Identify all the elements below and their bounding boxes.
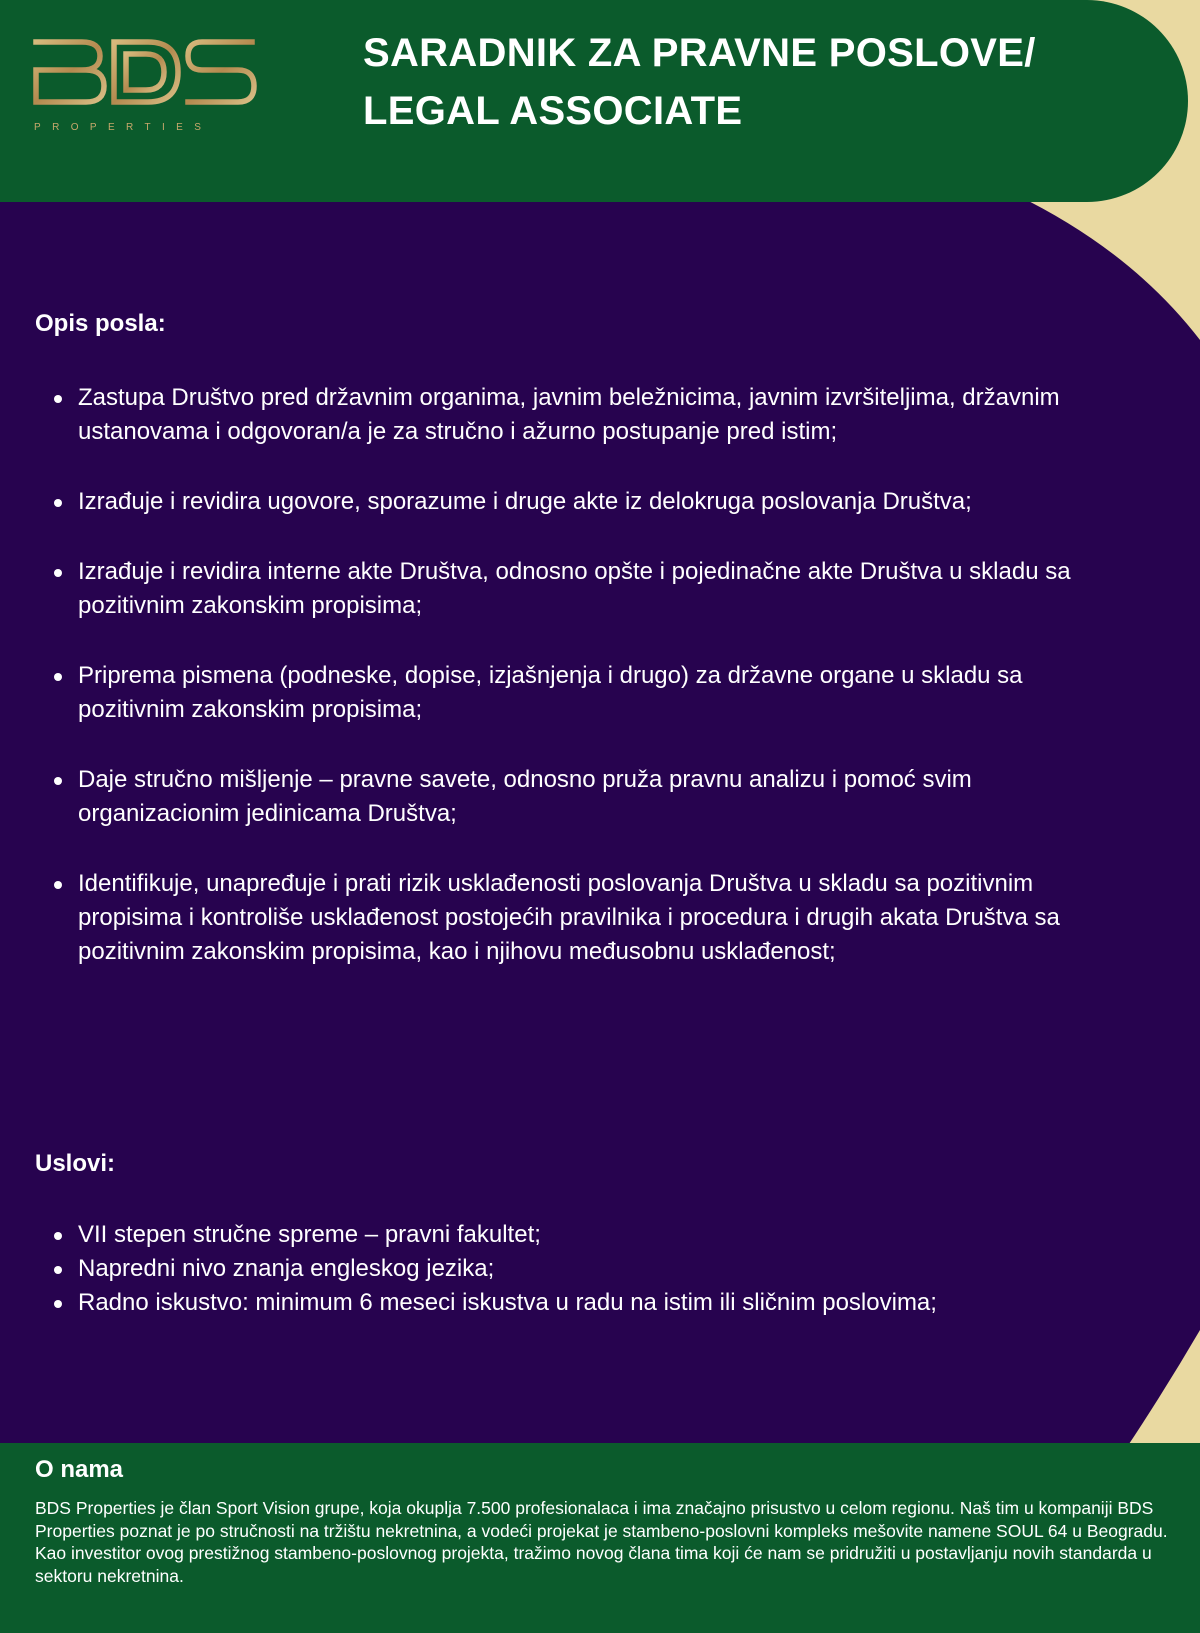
requirements-list <box>35 1218 1135 1320</box>
list-item: VII stepen stručne spreme – pravni fakultet; <box>35 1218 1135 1252</box>
list-item: Zastupa Društvo pred državnim organima, javnim beležnicima, javnim izvršiteljima, državnim ustanovama i odgovoran/a je za stručno i ažurno postupanje pred istim; <box>35 381 1135 449</box>
about-footer <box>0 1443 1200 1633</box>
list-item: Priprema pismena (podneske, dopise, izjašnjenja i drugo) za državne organe u skladu sa pozitivnim zakonskim propisima; <box>35 659 1135 727</box>
about-heading: O nama <box>35 1456 124 1483</box>
list-item: Izrađuje i revidira interne akte Društva, odnosno opšte i pojedinačne akte Društva u skladu sa pozitivnim zakonskim propisima; <box>35 555 1135 623</box>
logo-subtitle: PROPERTIES <box>34 122 213 133</box>
list-item: Izrađuje i revidira ugovore, sporazume i druge akte iz delokruga poslovanja Društva; <box>35 485 1135 519</box>
about-text: BDS Properties je član Sport Vision grupe, koja okuplja 7.500 profesionalaca i ima značajno prisustvo u celom regionu. Naš tim u kompaniji BDS Properties poznat je po stručnosti na tržištu nekretnina, a vodeći projekat je stambeno-poslovni kompleks mešovite namene SOUL 64 u Beogradu. Kao investitor ovog prestižnog stambeno-poslovnog projekta, tražimo novog člana tima koji će nam se pridružiti u postavljanju novih standarda u sektoru nekretnina. <box>35 1498 1168 1586</box>
list-item: Daje stručno mišljenje – pravne savete, odnosno pruža pravnu analizu i pomoć svim organizacionim jedinicama Društva; <box>35 763 1135 831</box>
requirements-heading: Uslovi: <box>35 1150 116 1177</box>
job-title-line-1: SARADNIK ZA PRAVNE POSLOVE/ <box>363 31 1036 75</box>
job-title-line-2: LEGAL ASSOCIATE <box>363 89 743 133</box>
job-title <box>363 24 1123 140</box>
duties-list <box>35 381 1135 1005</box>
list-item: Identifikuje, unapređuje i prati rizik usklađenosti poslovanja Društva u skladu sa pozitivnim propisima i kontroliše usklađenost postojećih pravilnika i procedura i drugih akata Društva sa pozitivnim zakonskim propisima, kao i njihovu međusobnu usklađenost; <box>35 867 1135 969</box>
duties-heading: Opis posla: <box>35 310 166 337</box>
list-item: Radno iskustvo: minimum 6 meseci iskustva u radu na istim ili sličnim poslovima; <box>35 1286 1135 1320</box>
list-item: Napredni nivo znanja engleskog jezika; <box>35 1252 1135 1286</box>
